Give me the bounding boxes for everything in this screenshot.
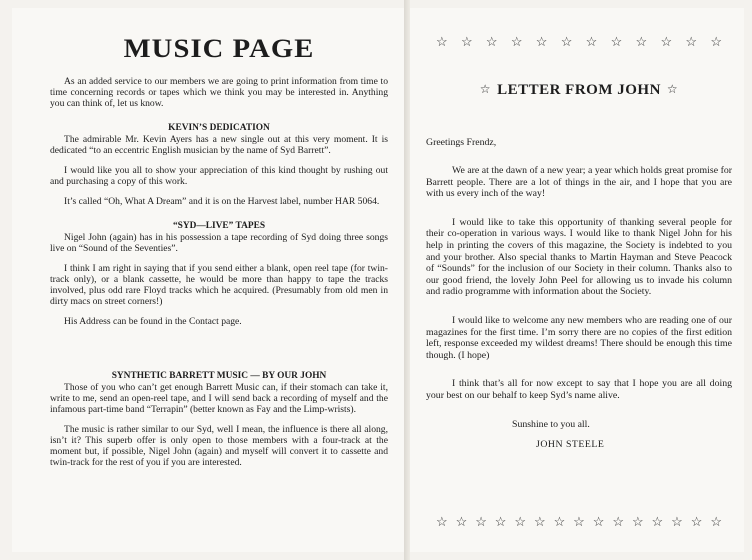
page-title: MUSIC PAGE xyxy=(123,34,315,63)
syd-live-paragraph-2: I think I am right in saying that if you send either a blank, open reel tape (for twin-track only), or a blank cassette, he would be more than happy to tape the tracks involved, plus odd rare Floyd tracks which he acquired. (Presumably from old men in dirty macs on street corners!) xyxy=(50,263,388,307)
kevin-paragraph-2: I would like you all to show your appreciation of this kind thought by rushing out and purchasing a copy of this work. xyxy=(50,165,388,187)
star-icon: ☆ xyxy=(660,34,673,49)
star-icon: ☆ xyxy=(671,514,683,529)
star-icon: ☆ xyxy=(436,34,448,49)
star-icon: ☆ xyxy=(436,514,448,529)
star-icon: ☆ xyxy=(592,514,605,529)
star-icon: ☆ xyxy=(631,514,644,529)
star-icon: ☆ xyxy=(635,34,648,49)
syd-live-heading: “SYD—LIVE” TAPES xyxy=(172,221,266,231)
star-icon: ☆ xyxy=(651,514,664,529)
kevin-paragraph-3: It’s called “Oh, What A Dream” and it is on the Harvest label, number HAR 5064. xyxy=(64,196,380,207)
star-icon: ☆ xyxy=(710,34,722,49)
synthetic-paragraph-2: The music is rather similar to our Syd, well I mean, the influence is there all along, isn’t it? This superb offer is only open to those members with a four-track at the moment but, if possible, Nigel John (again) and myself will convert it to cassette and twin-track for the rest of you if you are interested. xyxy=(50,424,388,468)
closing: Sunshine to you all. xyxy=(512,418,590,430)
star-icon: ☆ xyxy=(610,34,623,49)
star-border-bottom xyxy=(426,514,732,530)
letter-page xyxy=(410,8,744,552)
star-icon: ☆ xyxy=(585,34,598,49)
star-icon: ☆ xyxy=(535,34,548,49)
letter-paragraph-1: We are at the dawn of a new year; a year which holds great promise for Barrett people. There are a lot of things in the air, and I hope that you are with us every inch of the way! xyxy=(426,165,732,200)
syd-live-paragraph-1: Nigel John (again) has in his possession a tape recording of Syd doing three songs live on “Sound of the Seventies”. xyxy=(50,232,388,254)
kevin-paragraph-1: The admirable Mr. Kevin Ayers has a new single out at this very moment. It is dedicated “to an eccentric English musician by the name of Syd Barrett”. xyxy=(50,134,388,156)
star-icon: ☆ xyxy=(560,34,573,49)
star-border-top xyxy=(426,34,732,50)
greeting: Greetings Frendz, xyxy=(426,137,497,148)
star-icon: ☆ xyxy=(685,34,698,49)
syd-live-paragraph-3: His Address can be found in the Contact page. xyxy=(64,316,242,327)
star-icon: ☆ xyxy=(479,82,492,96)
star-icon: ☆ xyxy=(573,514,585,529)
synthetic-paragraph-1: Those of you who can’t get enough Barrett Music can, if their stomach can take it, write to me, send an open-reel tape, and I will send back a recording of myself and the infamous part-time band “Terrapin” (better known as Fay and the Limp-wrists). xyxy=(50,382,388,415)
star-icon: ☆ xyxy=(455,514,468,529)
star-icon: ☆ xyxy=(553,514,566,529)
synthetic-heading: SYNTHETIC BARRETT MUSIC — BY OUR JOHN xyxy=(111,371,327,381)
star-icon: ☆ xyxy=(485,34,498,49)
star-icon: ☆ xyxy=(666,82,679,96)
music-page xyxy=(12,8,404,552)
intro-paragraph: As an added service to our members we are going to print information from time to time concerning records or tapes which we think you may be interested in. Anything you can think of, let us know. xyxy=(50,76,388,109)
letter-title-text: LETTER FROM JOHN xyxy=(497,82,661,98)
letter-title xyxy=(426,82,732,99)
letter-paragraph-2: I would like to take this opportunity of thanking several people for their co-operation in various ways. I would like to thank Nigel John for his help in printing the covers of this magazine, the Society is indebted to you and your brother. Also special thanks to Martin Hayman and Steve Peacock of “Sounds” for the inclusion of our Society in their column. Thanks also to our good friend, the lovely John Peel for allowing us to invade his column and radio programme with information about the Society. xyxy=(426,216,732,298)
letter-paragraph-3: I would like to welcome any new members who are reading one of our magazines for the first time. I’m sorry there are no copies of the first edition left, response exceeded my wildest dreams! There should be enough this time though. (I hope) xyxy=(426,314,732,361)
star-icon: ☆ xyxy=(533,514,546,529)
kevin-heading: KEVIN’S DEDICATION xyxy=(168,123,270,133)
star-icon: ☆ xyxy=(514,514,527,529)
star-icon: ☆ xyxy=(510,34,523,49)
signature: JOHN STEELE xyxy=(536,438,605,450)
letter-paragraph-4: I think that’s all for now except to say that I hope you are all doing your best on our behalf to keep Syd’s name alive. xyxy=(426,378,732,401)
star-icon: ☆ xyxy=(475,514,487,529)
star-icon: ☆ xyxy=(494,514,507,529)
star-icon: ☆ xyxy=(460,34,473,49)
star-icon: ☆ xyxy=(612,514,624,529)
star-icon: ☆ xyxy=(710,514,722,529)
star-icon: ☆ xyxy=(690,514,703,529)
